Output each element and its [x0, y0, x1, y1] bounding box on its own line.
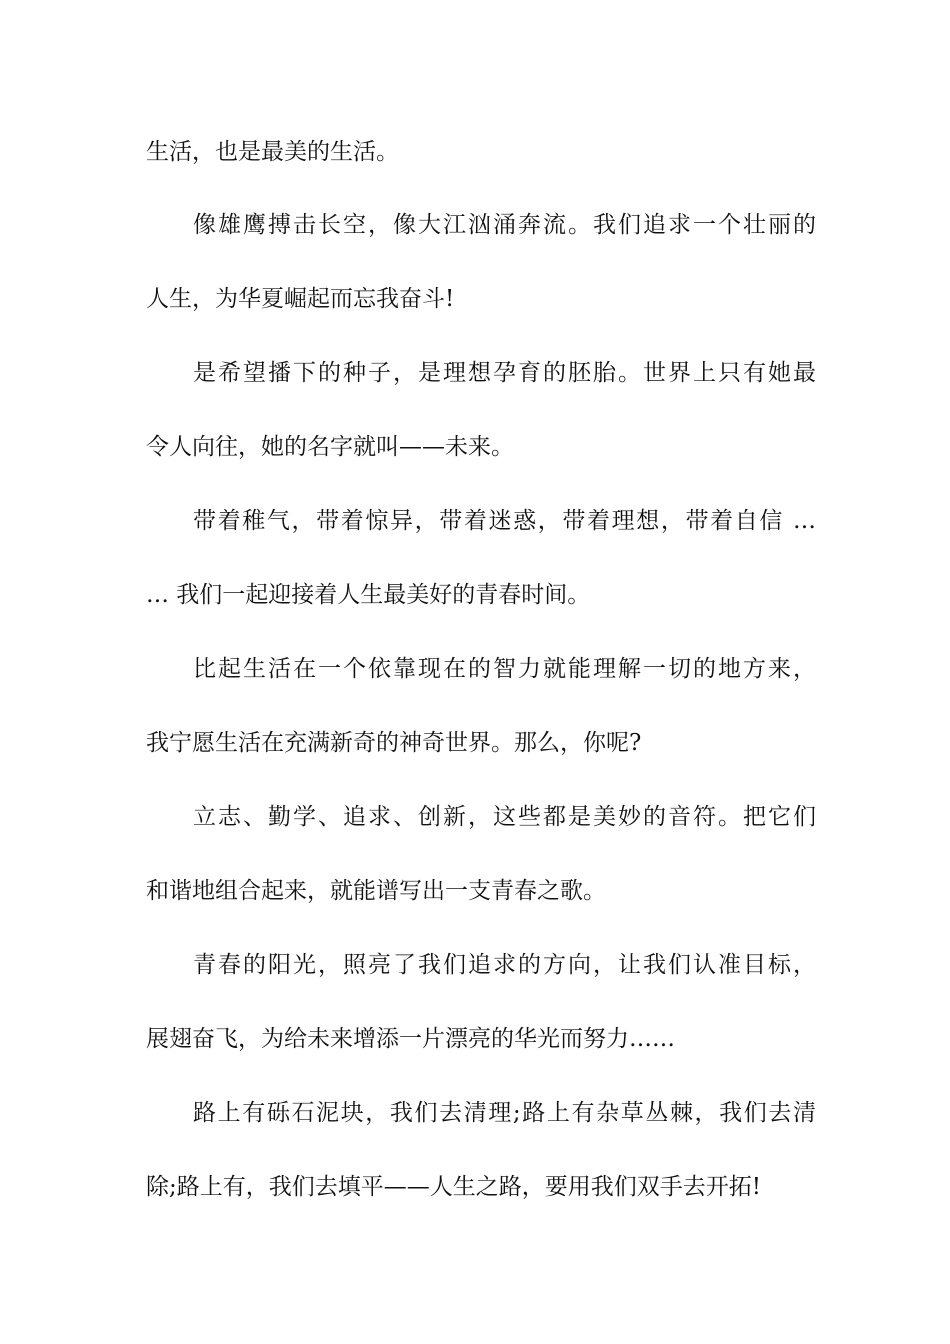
paragraph-line: 青春的阳光，照亮了我们追求的方向，让我们认准目标， [193, 952, 816, 978]
paragraph-line: 展翅奋飞，为给未来增添一片漂亮的华光而努力…… [146, 1026, 675, 1052]
paragraph-line: 路上有砾石泥块，我们去清理;路上有杂草丛棘，我们去清 [193, 1100, 816, 1126]
paragraph-line: … 我们一起迎接着人生最美好的青春时间。 [146, 582, 591, 608]
paragraph-line: 生活，也是最美的生活。 [146, 139, 399, 165]
paragraph-line: 除;路上有，我们去填平——人生之路，要用我们双手去开拓! [146, 1174, 761, 1200]
paragraph-line: 是希望播下的种子，是理想孕育的胚胎。世界上只有她最 [193, 360, 816, 386]
paragraph-line: 我宁愿生活在充满新奇的神奇世界。那么，你呢? [146, 730, 642, 756]
paragraph-line: 和谐地组合起来，就能谱写出一支青春之歌。 [146, 878, 606, 904]
paragraph-line: 人生，为华夏崛起而忘我奋斗! [146, 286, 455, 312]
paragraph-line: 立志、勤学、追求、创新，这些都是美妙的音符。把它们 [193, 804, 816, 830]
paragraph-line: 令人向往，她的名字就叫——未来。 [146, 434, 514, 460]
paragraph-line: 带着稚气，带着惊异，带着迷惑，带着理想，带着自信 … [193, 508, 816, 534]
paragraph-line: 比起生活在一个依靠现在的智力就能理解一切的地方来， [193, 656, 816, 682]
paragraph-line: 像雄鹰搏击长空，像大江汹涌奔流。我们追求一个壮丽的 [193, 212, 816, 238]
